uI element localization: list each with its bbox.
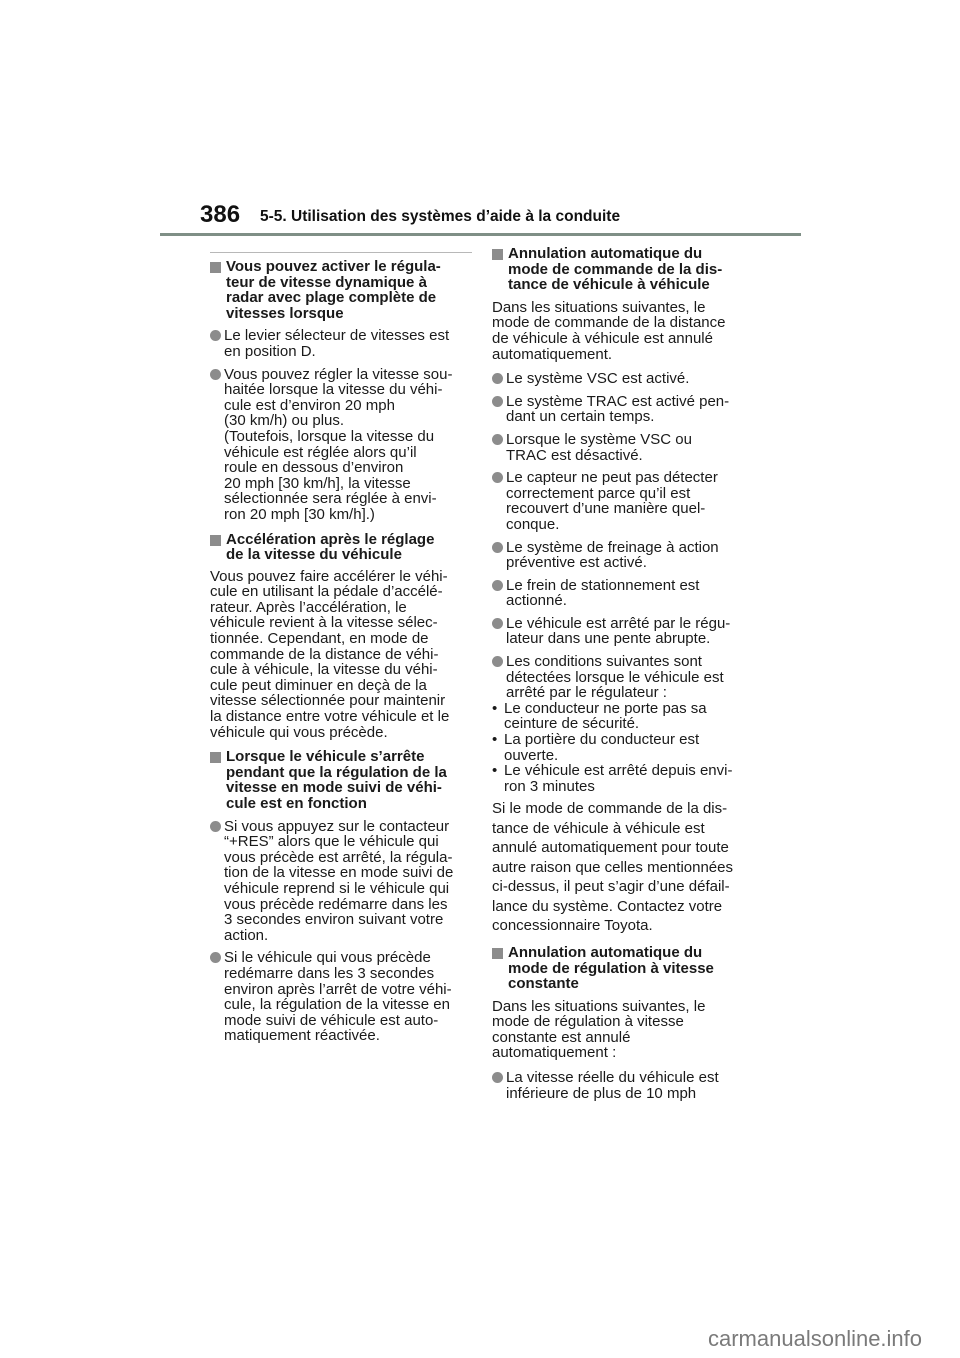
section-title: 5-5. Utilisation des systèmes d’aide à la conduite [260,208,621,225]
list-item: Le frein de stationnement est actionné. [492,578,760,609]
list-item: Le système TRAC est activé pen- dant un certain temps. [492,394,760,425]
sub-list-item: • La portière du conducteur est ouverte. [492,731,700,764]
watermark [0,1322,960,1358]
watermark-text: carmanualsonline.info [708,1326,923,1351]
circle-bullet-icon [492,434,503,445]
circle-bullet-icon [210,821,221,832]
list-item: Si vous appuyez sur le contacteur “+RES” alors que le véhicule qui vous précède est arrêté, la régula- tion de la vitesse en mode suivi de véhicule reprend si le véhicule qui vous précède redémarre dans les 3 secondes environ suivant votre action. [210,819,472,944]
circle-bullet-icon [492,1072,503,1083]
circle-bullet-icon [492,618,503,629]
right-column [492,244,760,1101]
circle-bullet-icon [492,542,503,553]
list-item: Si le véhicule qui vous précède redémarre dans les 3 secondes environ après l’arrêt de votre véhi- cule, la régulation de la vitesse en mode suivi de véhicule est auto- matiquement réactivée. [210,950,472,1044]
page-header [0,0,960,240]
list-item: Les conditions suivantes sont détectées lorsque le véhicule est arrêté par le régulateur : [492,654,760,701]
circle-bullet-icon [210,330,221,341]
header-divider [160,233,801,236]
circle-bullet-icon [210,369,221,380]
section-heading: Annulation automatique du mode de commande de la dis- tance de véhicule à véhicule [492,246,760,293]
paragraph: Si le mode de commande de la dis- tance de véhicule à véhicule est annulé automatiquement pour toute autre raison que celles mentionnées ci-dessus, il peut s’agir d’une défail- lance du système. Contactez votre concessionnaire Toyota. [492,800,733,935]
list-item: Le capteur ne peut pas détecter correctement parce qu’il est recouvert d’une manière quel- conque. [492,470,760,532]
square-bullet-icon [210,752,221,763]
column-top-divider [210,252,472,253]
section-heading: Annulation automatique du mode de régulation à vitesse constante [492,945,760,992]
page-number: 386 [200,201,241,228]
square-bullet-icon [492,948,503,959]
list-item: Le système VSC est activé. [492,371,760,387]
bullet-marker: • [492,731,498,749]
paragraph: Dans les situations suivantes, le mode de régulation à vitesse constante est annulé automatiquement : [492,997,706,1062]
circle-bullet-icon [492,396,503,407]
sub-list-item: • Le véhicule est arrêté depuis envi- ron 3 minutes [492,762,733,795]
circle-bullet-icon [492,472,503,483]
list-item: La vitesse réelle du véhicule est inférieure de plus de 10 mph [492,1070,760,1101]
left-column [210,244,472,1044]
section-heading: Vous pouvez activer le régula- teur de vitesse dynamique à radar avec plage complète de vitesses lorsque [210,259,472,321]
bullet-marker: • [492,699,498,717]
square-bullet-icon [210,535,221,546]
sub-list-item: • Le conducteur ne porte pas sa ceinture de sécurité. [492,699,707,733]
paragraph: Dans les situations suivantes, le mode de commande de la distance de véhicule à véhicule est annulé automatiquement. [492,298,726,363]
square-bullet-icon [492,249,503,260]
circle-bullet-icon [492,373,503,384]
section-heading: Accélération après le réglage de la vitesse du véhicule [210,532,472,563]
circle-bullet-icon [492,656,503,667]
list-item: Le véhicule est arrêté par le régu- lateur dans une pente abrupte. [492,616,760,647]
list-item: Lorsque le système VSC ou TRAC est désactivé. [492,432,760,463]
bullet-marker: • [492,762,498,780]
circle-bullet-icon [492,580,503,591]
circle-bullet-icon [210,952,221,963]
list-item: Le levier sélecteur de vitesses est en position D. [210,328,472,359]
square-bullet-icon [210,262,221,273]
list-item: Vous pouvez régler la vitesse sou- haitée lorsque la vitesse du véhi- cule est d’environ 20 mph (30 km/h) ou plus. (Toutefois, lorsque la vitesse du véhicule est réglée alors qu’il roule en dessous d’environ 20 mph [30 km/h], la vitesse sélectionnée sera réglée à envi- ron 20 mph [30 km/h].) [210,367,472,523]
list-item: Le système de freinage à action préventive est activé. [492,540,760,571]
section-heading: Lorsque le véhicule s’arrête pendant que la régulation de la vitesse en mode suivi de véhi- cule est en fonction [210,749,472,811]
paragraph: Vous pouvez faire accélérer le véhi- cule en utilisant la pédale d’accélé- rateur. Après l’accélération, le véhicule revient à la vitesse sélec- tionnée. Cependant, en mode de commande de la distance de véhi- cule à véhicule, la vitesse du véhi- cule peut diminuer en deçà de la vitesse sélectionnée pour maintenir la distance entre votre véhicule et le véhicule qui vous précède. [210,567,450,741]
